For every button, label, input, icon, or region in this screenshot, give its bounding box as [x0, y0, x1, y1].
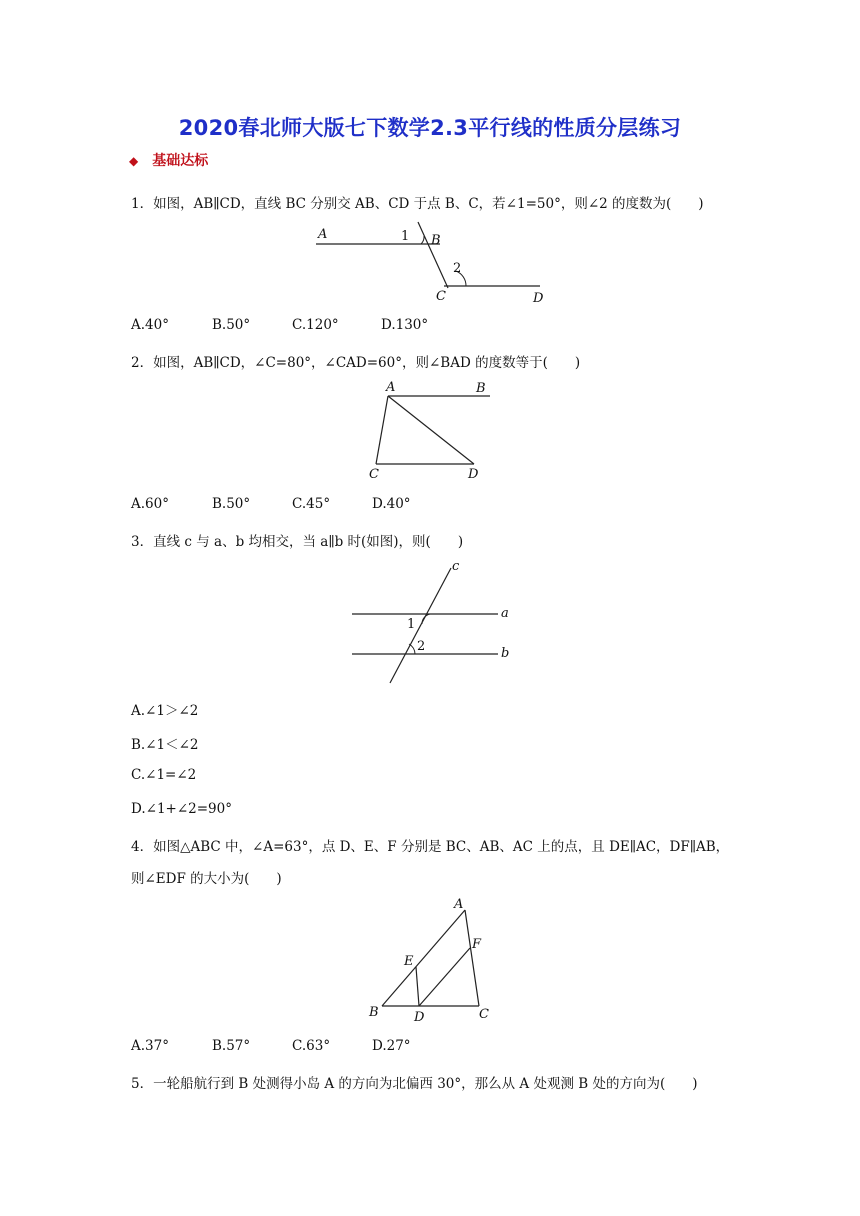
- option-c: C.45°: [292, 496, 331, 512]
- point-label-A: A: [318, 227, 328, 242]
- point-label-B: B: [431, 233, 441, 248]
- diamond-bullet-icon: ◆: [129, 154, 139, 168]
- point-label-A: A: [386, 380, 396, 395]
- point-label-D: D: [468, 467, 479, 482]
- line-label-a: a: [501, 606, 509, 621]
- question-1-options: [131, 317, 428, 333]
- option-c: C.120°: [292, 317, 339, 333]
- option-a: A.60°: [131, 496, 169, 512]
- option-b: B.57°: [212, 1038, 251, 1054]
- question-4-figure: [360, 890, 510, 1025]
- point-label-F: F: [472, 937, 482, 952]
- option-b: B.50°: [212, 496, 251, 512]
- line-label-b: b: [501, 646, 510, 661]
- angle-label-2: 2: [453, 261, 462, 276]
- question-2-text: 2．如图，AB∥CD，∠C=80°，∠CAD=60°，则∠BAD 的度数等于( ): [131, 355, 581, 371]
- point-label-C: C: [436, 289, 446, 304]
- question-3-figure: [340, 556, 530, 686]
- angle-label-2: 2: [417, 639, 426, 654]
- option-a: A.37°: [131, 1038, 169, 1054]
- option-d: D.27°: [372, 1038, 411, 1054]
- angle-label-1: 1: [401, 229, 410, 244]
- question-1-text: 1．如图，AB∥CD，直线 BC 分别交 AB、CD 于点 B、C，若∠1=50°，则∠2 的度数为( ): [131, 196, 704, 212]
- section-label: 基础达标: [152, 153, 209, 169]
- point-label-C: C: [369, 467, 379, 482]
- option-a: A.40°: [131, 317, 169, 333]
- question-3-text: 3．直线 c 与 a、b 均相交，当 a∥b 时(如图)，则( ): [131, 534, 464, 550]
- point-label-D: D: [414, 1010, 425, 1025]
- option-b: B.50°: [212, 317, 251, 333]
- question-3-option-b: B.∠1＜∠2: [131, 737, 199, 753]
- option-c: C.63°: [292, 1038, 331, 1054]
- option-d: D.40°: [372, 496, 411, 512]
- angle-label-1: 1: [407, 617, 416, 632]
- question-3-option-a: A.∠1＞∠2: [131, 703, 199, 719]
- question-4-text-line-1: 4．如图△ABC 中，∠A=63°，点 D、E、F 分别是 BC、AB、AC 上的点，且 DE∥AC，DF∥AB，: [131, 839, 730, 855]
- point-label-C: C: [479, 1007, 489, 1022]
- section-heading: [129, 150, 208, 170]
- line-label-c: c: [452, 559, 460, 574]
- point-label-A: A: [454, 897, 464, 912]
- question-2-options: [131, 496, 411, 512]
- page-title: 2020春北师大版七下数学2.3平行线的性质分层练习: [178, 116, 682, 140]
- question-4-options: [131, 1038, 411, 1054]
- question-4-text-line-2: 则∠EDF 的大小为( ): [131, 871, 282, 887]
- question-1-figure: [300, 216, 560, 308]
- question-3-option-c: C.∠1=∠2: [131, 767, 197, 783]
- point-label-B: B: [369, 1005, 379, 1020]
- option-d: D.130°: [381, 317, 429, 333]
- question-2-figure: [360, 374, 500, 484]
- point-label-B: B: [476, 381, 486, 396]
- question-5-text: 5．一轮船航行到 B 处测得小岛 A 的方向为北偏西 30°，那么从 A 处观测 B 处的方向为( ): [131, 1076, 698, 1092]
- point-label-E: E: [404, 954, 414, 969]
- question-3-option-d: D.∠1+∠2=90°: [131, 801, 232, 817]
- point-label-D: D: [533, 291, 544, 306]
